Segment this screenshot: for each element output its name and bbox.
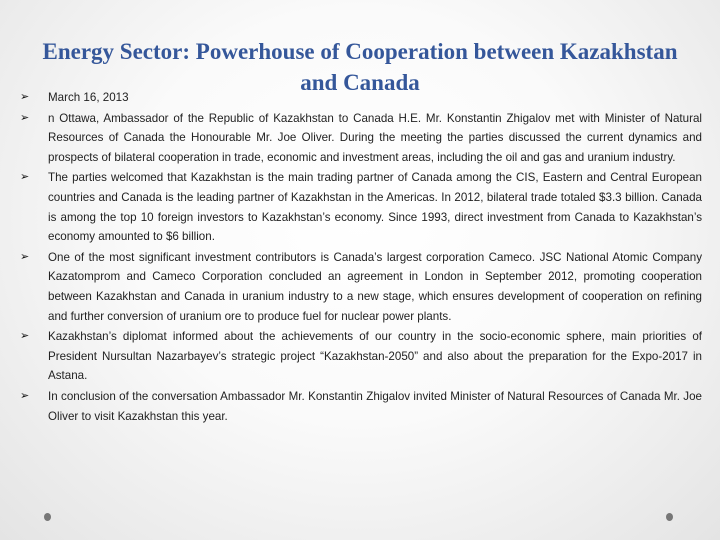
arrow-bullet-icon: ➢ [20,91,30,103]
arrow-bullet-icon: ➢ [20,250,30,263]
slide-title: Energy Sector: Powerhouse of Cooperation between Kazakhstan and Canada [42,39,678,95]
list-item [20,248,702,326]
list-item [20,109,702,168]
item-text: The parties welcomed that Kazakhstan is the main trading partner of Canada among the CIS, Eastern and Central European countries and Canada is the leading partner of Kazakhstan in the Americas. In 2012, bilateral trade totaled $3.3 billion. Canada is among the top 10 foreign investors to Kazakhstan’s economy. Since 1993, direct investment from Canada to Kazakhstan’s economy amounted to $6 billion. [48,171,702,244]
item-text: One of the most significant investment contributors is Canada’s largest corporation Cameco. JSC National Atomic Company Kazatomprom and Cameco Corporation concluded an agreement in London in September 2012, promoting cooperation between Kazakhstan and Canada in uranium industry to a new stage, which ensures development of cooperation on refining and further conversion of uranium ore to produce fuel for nuclear power plants. [48,250,702,323]
list-item [20,168,702,246]
item-text: Kazakhstan’s diplomat informed about the achievements of our country in the socio-economic sphere, main priorities of President Nursultan Nazarbayev’s strategic project “Kazakhstan-2050” and also about the preparation for the Expo-2017 in Astana. [48,330,702,383]
arrow-bullet-icon: ➢ [20,330,30,343]
list-item [20,327,702,386]
arrow-bullet-icon: ➢ [20,171,30,184]
item-text: March 16, 2013 [48,91,129,104]
bullet-list [20,88,702,427]
decorative-dot-icon [666,513,673,521]
arrow-bullet-icon: ➢ [20,389,30,402]
item-text: In conclusion of the conversation Ambassador Mr. Konstantin Zhigalov invited Minister of Natural Resources of Canada Mr. Joe Oliver to visit Kazakhstan this year. [48,389,702,423]
arrow-bullet-icon: ➢ [20,111,30,124]
item-text: n Ottawa, Ambassador of the Republic of Kazakhstan to Canada H.E. Mr. Konstantin Zhigalov met with Minister of Natural Resources of Canada the Honourable Mr. Joe Oliver. During the meeting the parties discussed the current dynamics and prospects of bilateral cooperation in trade, economic and investment areas, including the oil and gas and uranium industry. [48,111,702,164]
decorative-dot-icon [44,513,51,521]
list-item [20,387,702,426]
